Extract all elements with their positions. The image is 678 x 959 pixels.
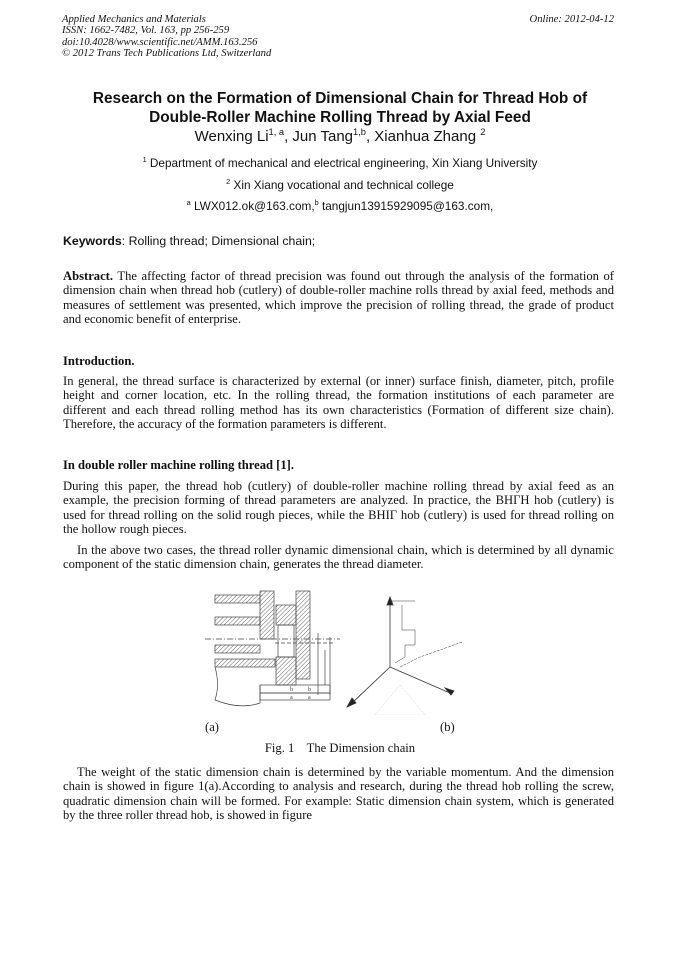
author-sep: , <box>284 128 293 145</box>
paper-title <box>60 90 620 127</box>
introduction-heading: Introduction. <box>63 354 135 368</box>
email-link-a[interactable]: LWX012.ok@163.com, <box>190 199 315 213</box>
abstract <box>63 269 614 326</box>
section-heading: In double roller machine rolling thread [1]. <box>63 458 295 472</box>
online-date: Online: 2012-04-12 <box>529 14 614 25</box>
page-header-left <box>62 14 271 60</box>
abstract-label: Abstract. <box>63 269 114 283</box>
svg-text:b: b <box>308 687 311 693</box>
section-paragraph-2 <box>63 543 614 572</box>
author-name: Jun Tang <box>292 128 354 145</box>
svg-text:b: b <box>290 687 293 693</box>
doi: doi:10.4028/www.scientific.net/AMM.163.256 <box>62 36 258 48</box>
author-sep: , <box>365 128 375 145</box>
title-line-2: Double-Roller Machine Rolling Thread by Axial Feed <box>149 108 531 126</box>
paragraph-text: The weight of the static dimension chain is determined by the variable momentum. And the dimension chain is showed in figure 1(a).According to analysis and research, during the thread hob rolling the screw, quadratic dimension chain will be formed. For example: Static dimension chain system, which is generated by the three roller thread hob, is showed in figure <box>63 765 614 822</box>
affiliation-sup: 2 <box>226 177 231 187</box>
abstract-text: The affecting factor of thread precision was found out through the analysis of the formation of dimension chain when thread hob (cutlery) of double-roller machine rolls thread by axial feed, methods and measures of settlement was presented, which improve the precision of rolling thread, the grade of product and economic benefit of enterprise. <box>63 269 614 326</box>
affiliation-text: Department of mechanical and electrical engineering, Xin Xiang University <box>146 156 538 170</box>
issn: ISSN: 1662-7482, Vol. 163, pp 256-259 <box>62 25 230 37</box>
figure-caption: Fig. 1 The Dimension chain <box>264 741 416 755</box>
email-sup: b <box>314 198 319 208</box>
keywords <box>63 234 315 248</box>
keywords-text: : Rolling thread; Dimensional chain; <box>121 234 316 248</box>
affiliation-2 <box>60 178 620 192</box>
svg-text:a: a <box>290 695 293 701</box>
figure-a-drawing <box>205 591 340 706</box>
authors <box>60 128 620 145</box>
figure-label-b: (b) <box>440 720 455 734</box>
journal-name: Applied Mechanics and Materials <box>62 14 206 25</box>
title-line-1: Research on the Formation of Dimensional Chain for Thread Hob of <box>92 90 588 107</box>
figure-b-diagram <box>347 597 462 715</box>
introduction-text: In general, the thread surface is characterized by external (or inner) surface finish, diameter, pitch, profile height and corner location, etc. In the rolling thread, the formation institutions of each parameter are different and each thread rolling method has its own characteristics (Formation of different size chain). Therefore, the accuracy of the formation parameters is different. <box>63 374 614 431</box>
author-name: Wenxing Li <box>194 128 269 145</box>
affiliation-1 <box>60 156 620 170</box>
figure-label-a: (a) <box>205 720 219 734</box>
emails <box>60 199 620 213</box>
copyright: © 2012 Trans Tech Publications Ltd, Switzerland <box>62 48 272 60</box>
author-sup: 1,b <box>353 127 366 137</box>
keywords-label: Keywords <box>63 234 122 248</box>
author-name: Xianhua Zhang <box>374 128 481 145</box>
dimension-chain-diagram-icon <box>200 585 485 715</box>
affiliation-sup: 1 <box>142 155 147 165</box>
author-sup: 1, a <box>268 127 285 137</box>
paragraph-text: In the above two cases, the thread roller dynamic dimensional chain, which is determined by all dynamic component of the static dimension chain, generates the thread diameter. <box>63 543 614 572</box>
email-link-b[interactable]: tangjun13915929095@163.com, <box>318 199 494 213</box>
svg-text:a: a <box>308 695 311 701</box>
author-sup: 2 <box>480 127 486 137</box>
section-paragraph-1: During this paper, the thread hob (cutlery) of double-roller machine rolling thread by axial feed as an example, the precision forming of thread parameters are analyzed. In practice, the BHΓH hob (cutlery) is used for thread rolling on the solid rough pieces, while the BHIΓ hob (cutlery) is used for thread rolling on the hollow rough pieces. <box>63 479 614 536</box>
affiliation-text: Xin Xiang vocational and technical college <box>230 178 454 192</box>
section-paragraph-3 <box>63 765 614 822</box>
figure-1 <box>200 585 485 715</box>
email-sup: a <box>186 198 191 208</box>
